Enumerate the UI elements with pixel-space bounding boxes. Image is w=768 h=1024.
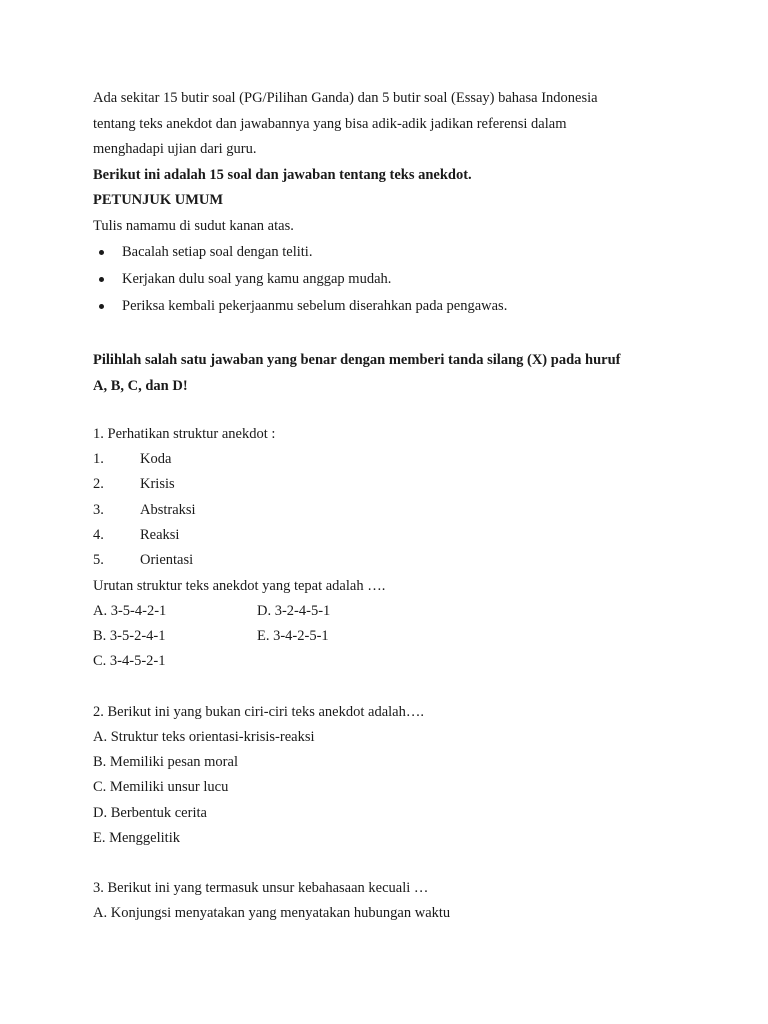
spacer: [93, 399, 693, 422]
intro-line-2: tentang teks anekdot dan jawabannya yang bisa adik-adik jadikan referensi dalam: [93, 115, 567, 132]
option-b: B. 3-5-2-4-1: [93, 628, 166, 645]
q2-option: B. Memiliki pesan moral: [93, 754, 238, 771]
intro-bold-line: Berikut ini adalah 15 soal dan jawaban tentang teks anekdot.: [93, 166, 472, 183]
q2-option: C. Memiliki unsur lucu: [93, 779, 229, 796]
q1-structure-item: [93, 472, 693, 497]
q1-prompt: Urutan struktur teks anekdot yang tepat adalah ….: [93, 577, 386, 594]
q2-option: E. Menggelitik: [93, 829, 180, 846]
spacer: [93, 320, 693, 347]
item-text: Abstraksi: [140, 501, 196, 518]
spacer: [93, 675, 693, 700]
item-text: Reaksi: [140, 527, 180, 544]
option-d: D. 3-2-4-5-1: [257, 602, 331, 619]
item-text: Orientasi: [140, 552, 194, 569]
q1-question: 1. Perhatikan struktur anekdot :: [93, 426, 276, 442]
item-text: Koda: [140, 451, 172, 468]
q2-question: 2. Berikut ini yang bukan ciri-ciri teks anekdot adalah….: [93, 703, 424, 720]
petunjuk-bullet-item: [93, 293, 693, 320]
bullet-icon: [99, 304, 104, 309]
option-c: C. 3-4-5-2-1: [93, 653, 166, 670]
bullet-icon: [99, 277, 104, 282]
item-number: 2.: [93, 476, 104, 493]
bullet-text: Bacalah setiap soal dengan teliti.: [122, 244, 313, 260]
instruction-line-2: A, B, C, dan D!: [93, 378, 188, 394]
item-number: 4.: [93, 527, 104, 544]
option-a: A. 3-5-4-2-1: [93, 602, 167, 619]
document-page: [93, 86, 693, 926]
intro-line-3: menghadapi ujian dari guru.: [93, 141, 257, 157]
q3-option: A. Konjungsi menyatakan yang menyatakan hubungan waktu: [93, 905, 451, 922]
item-number: 1.: [93, 451, 104, 468]
q1-structure-item: [93, 523, 693, 548]
bullet-text: Kerjakan dulu soal yang kamu anggap mudah.: [122, 271, 392, 287]
instruction-line-1: Pilihlah salah satu jawaban yang benar dengan memberi tanda silang (X) pada huruf: [93, 352, 621, 368]
item-text: Krisis: [140, 476, 175, 493]
bullet-icon: [99, 250, 104, 255]
q1-option-row: [93, 624, 693, 649]
q2-option: D. Berbentuk cerita: [93, 804, 207, 821]
item-number: 5.: [93, 552, 104, 569]
petunjuk-bullet-item: [93, 239, 693, 266]
option-e: E. 3-4-2-5-1: [257, 628, 329, 645]
q1-option-row: [93, 599, 693, 624]
spacer: [93, 851, 693, 876]
q1-option-row: [93, 649, 693, 674]
petunjuk-first-line: Tulis namamu di sudut kanan atas.: [93, 217, 294, 234]
item-number: 3.: [93, 501, 104, 518]
q2-option: A. Struktur teks orientasi-krisis-reaksi: [93, 728, 315, 745]
bullet-text: Periksa kembali pekerjaanmu sebelum diserahkan pada pengawas.: [122, 298, 508, 314]
petunjuk-bullet-item: [93, 266, 693, 293]
petunjuk-heading: PETUNJUK UMUM: [93, 192, 224, 208]
q1-structure-item: [93, 498, 693, 523]
q3-question: 3. Berikut ini yang termasuk unsur kebahasaan kecuali …: [93, 879, 429, 896]
intro-line-1: Ada sekitar 15 butir soal (PG/Pilihan Ganda) dan 5 butir soal (Essay) bahasa Indonesia: [93, 90, 598, 106]
q1-structure-item: [93, 548, 693, 573]
q1-structure-item: [93, 447, 693, 472]
